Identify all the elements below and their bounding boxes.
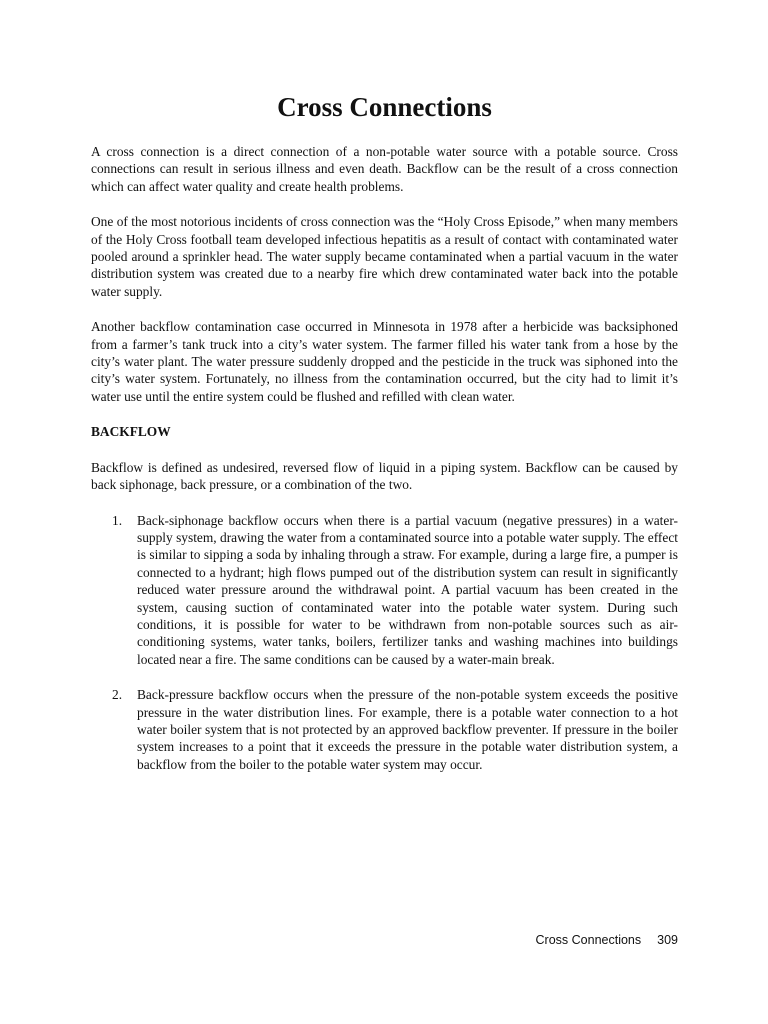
list-item: [112, 686, 678, 773]
minnesota-paragraph: Another backflow contamination case occurred in Minnesota in 1978 after a herbicide was backsiphoned from a farmer’s tank truck into a city’s water system. The farmer filled his water tank from a hose by the city’s water plant. The water pressure suddenly dropped and the pesticide in the truck was siphoned into the city’s water system. Fortunately, no illness from the contamination occurred, but the city had to limit it’s water use until the entire system could be flushed and refilled with clean water.: [91, 319, 678, 404]
footer-section-title: Cross Connections: [535, 933, 642, 947]
intro-paragraph: A cross connection is a direct connection of a non-potable water source with a potable source. Cross connections can result in serious illness and even death. Backflow can be the result of a cross connection which can affect water quality and create health problems.: [91, 144, 678, 194]
backflow-types-list: [91, 512, 678, 774]
section-heading: BACKFLOW: [91, 424, 171, 440]
document-body: [91, 88, 678, 791]
page-footer: [536, 931, 678, 949]
backflow-definition-paragraph: Backflow is defined as undesired, reversed flow of liquid in a piping system. Backflow can be caused by back siphonage, back pressure, or a combination of the two.: [91, 459, 678, 493]
list-item: [112, 512, 678, 669]
page-title: Cross Connections: [277, 92, 492, 122]
list-item-number: 2.: [112, 687, 123, 703]
list-item-text: Back-siphonage backflow occurs when there is a partial vacuum (negative pressures) in a water-supply system, drawing the water from a contaminated source into a potable water supply. The effect is similar to sipping a soda by inhaling through a straw. For example, during a large fire, a pumper is connected to a hydrant; high flows pumped out of the distribution system can result in significantly reduced water pressure around the withdrawal point. A partial vacuum has been created in the system, causing suction of contaminated water into the potable water system. During such conditions, it is possible for water to be withdrawn from non-potable sources such as air-conditioning systems, water tanks, boilers, fertilizer tanks and washing machines into buildings located near a fire. The same conditions can be caused by a water-main break.: [137, 512, 678, 667]
list-item-number: 1.: [112, 512, 123, 528]
holy-cross-paragraph: One of the most notorious incidents of cross connection was the “Holy Cross Episode,” when many members of the Holy Cross football team developed infectious hepatitis as a result of contact with contaminated water pooled around a sprinkler head. The water supply became contaminated when a partial vacuum in the water distribution system was created due to a nearby fire which drew contaminated water back into the potable water supply.: [91, 214, 678, 299]
page-number: 309: [657, 933, 678, 947]
list-item-text: Back-pressure backflow occurs when the pressure of the non-potable system exceeds the positive pressure in the water distribution lines. For example, there is a potable water connection to a hot water boiler system that is not protected by an approved backflow preventer. If pressure in the boiler system increases to a point that it exceeds the pressure in the potable water distribution system, a backflow from the boiler to the potable water system may occur.: [137, 687, 678, 772]
